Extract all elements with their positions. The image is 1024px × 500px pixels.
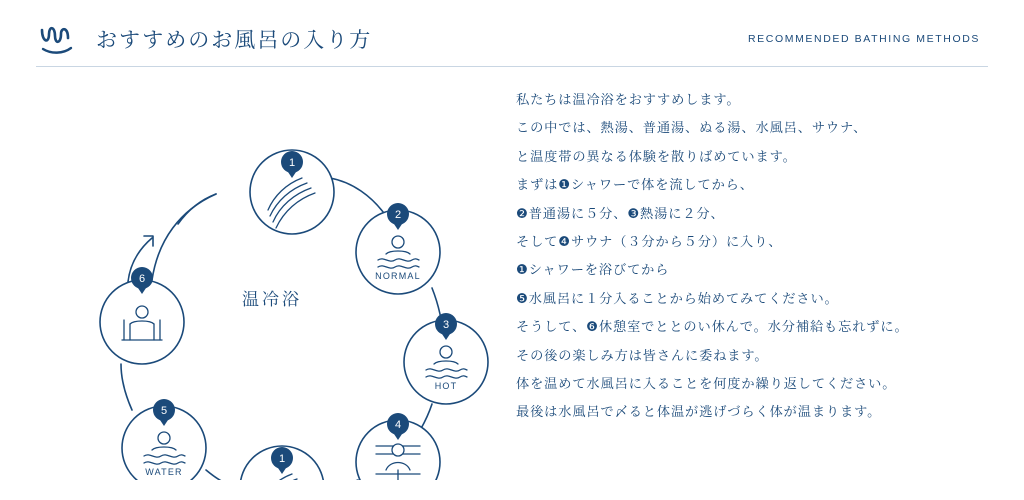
description-line: ❶シャワーを浴びてから [516, 262, 670, 278]
node-label-hot: HOT [434, 381, 458, 391]
header-eyebrow: RECOMMENDED BATHING METHODS [747, 33, 980, 45]
description-line: そうして、❻休憩室でととのい休んで。水分補給も忘れずに。 [516, 319, 909, 335]
node-label-water: WATER [145, 467, 183, 477]
node-badge-1-top: 1 [288, 157, 296, 169]
node-hot[interactable] [404, 313, 488, 404]
node-badge-4: 4 [394, 419, 402, 431]
description-line: この中では、熱湯、普通湯、ぬる湯、水風呂、サウナ、 [516, 120, 868, 136]
description-block [516, 86, 986, 427]
node-label-normal: NORMAL [375, 271, 421, 281]
node-shower-bottom[interactable] [240, 446, 324, 480]
header-divider [36, 66, 988, 67]
page-title: おすすめのお風呂の入り方 [96, 29, 373, 52]
description-line: 最後は水風呂で〆ると体温が逃げづらく体が温まります。 [516, 404, 882, 420]
header [0, 0, 1024, 72]
node-badge-1-bottom: 1 [278, 453, 286, 465]
bathing-flow-diagram [20, 70, 500, 480]
node-badge-2: 2 [394, 209, 402, 221]
node-normal[interactable] [356, 203, 440, 294]
node-rest-room[interactable] [100, 267, 184, 364]
diagram-center-label: 温冷浴 [242, 290, 302, 309]
node-sauna[interactable] [356, 413, 440, 480]
description-line: と温度帯の異なる体験を散りばめています。 [516, 148, 797, 164]
node-badge-6: 6 [138, 273, 146, 285]
node-shower-top[interactable] [250, 150, 334, 234]
description-line: ❷普通湯に５分、❸熱湯に２分、 [516, 205, 725, 221]
description-line: その後の楽しみ方は皆さんに委ねます。 [516, 347, 769, 363]
description-line: ❺水風呂に１分入ることから始めてみてください。 [516, 290, 839, 306]
node-badge-3: 3 [442, 319, 450, 331]
description-line: 体を温めて水風呂に入ることを何度か繰り返してください。 [516, 376, 897, 392]
diagram-svg [20, 70, 500, 480]
description-line: まずは❶シャワーで体を流してから、 [516, 177, 754, 193]
node-water[interactable] [122, 399, 206, 480]
wave-mark-logo-icon [38, 24, 78, 56]
node-badge-5: 5 [160, 405, 168, 417]
description-line: そして❹サウナ（３分から５分）に入り、 [516, 234, 783, 250]
description-line: 私たちは温冷浴をおすすめします。 [516, 92, 741, 107]
